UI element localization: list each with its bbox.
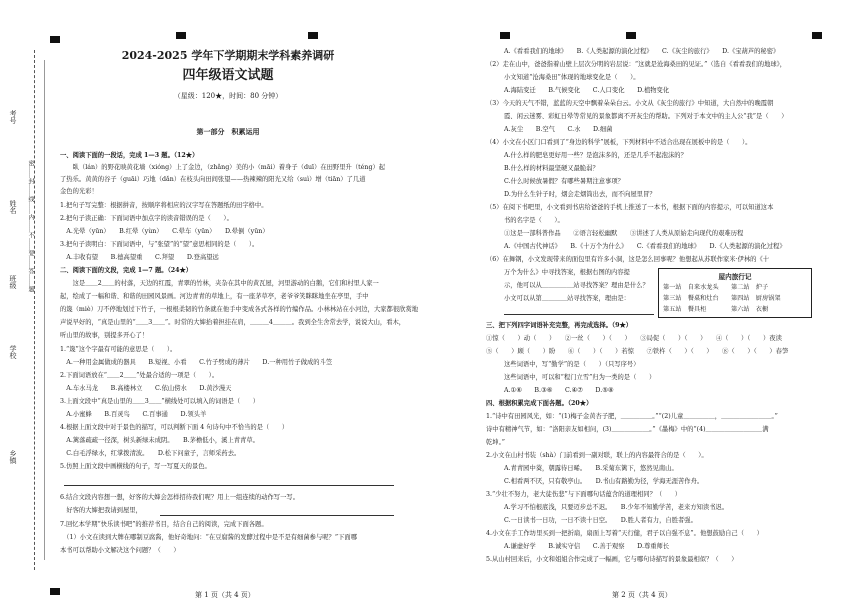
passage-line: 金色的光彩！ — [60, 188, 98, 195]
question-line: 4.根据上面文段中对于景色的描写，可以判断下面 4 句诗句中不恰当的是（ ） — [60, 424, 289, 431]
answer-prompt: 好客的大婶把我请到屋里， — [60, 507, 142, 514]
question-line: 3.把句子读明白：下面词语中，与“张望”的“望”意思相同的是（ ）。 — [60, 241, 259, 248]
travel-box-row: 第三站 餐桌和灶台 第四站 厨房锅架 — [663, 295, 781, 302]
section-heading: 一、阅读下面的一段话，完成 1—3 题。（12★） — [60, 152, 199, 159]
question-line: 7.回忆本学期“快乐读书吧”的推荐书目，结合自己的阅读，完成下面各题。 — [60, 521, 268, 528]
option-line: A.①⑥ B.③⑥ C.④⑦ D.⑤⑧ — [504, 387, 614, 394]
part-heading: 第一部分 积累运用 — [196, 127, 260, 136]
registration-mark — [812, 32, 822, 39]
question-line: 3.“少壮不努力，老大徒伤悲”与下面哪句话蕴含的道理相同？（ ） — [486, 491, 682, 498]
passage-line: 臥（lán）的野花映黄花墙（xióng）上了金边，（zhǎng）美的小（māi）着身子（duī）在田野里升（téng）起 — [60, 164, 386, 171]
answer-line[interactable] — [504, 314, 654, 315]
travel-box-row: 第一站 自来水龙头 第二站 炉子 — [663, 284, 769, 291]
option-line: A.车水马龙 B.高楼林立 C.依山傍水 D.黄沙漫天 — [60, 385, 232, 392]
travel-box — [658, 268, 812, 318]
option-line: A.丰收有望 B.德高望重 C.拜望 D.登高望远 — [60, 254, 219, 261]
subject-title: 四年级语文试题 — [182, 68, 274, 83]
question-line: 这些词语中，写“勤学”的是（ ）（只写序号） — [504, 361, 640, 368]
passage-line: 了热乐。黄黄的谷子（guāi）巧地（dǎn）在枝头向田间张望——热辣辣的阳光又给（suì）增（tiān）了几道 — [60, 176, 366, 183]
side-label-name: 姓名 — [9, 200, 17, 214]
margin-line — [44, 60, 45, 560]
registration-mark — [308, 32, 318, 39]
registration-mark — [176, 32, 186, 39]
option-line: A.一种用金属做成的器具 B.短视、小看 C.竹子劈成的薄片 D.一种用竹子做成的斗笠 — [60, 359, 333, 366]
section-heading: 四、根据积累完成下面各题。（20★） — [486, 400, 593, 407]
answer-prompt: 小文可以从第＿＿＿＿站寻找答案，理由是： — [504, 295, 630, 302]
option-line: A.海陆变迁 B.气候变化 C.人口变化 D.植物变化 — [504, 87, 670, 94]
exam-title: 2024-2025 学年下学期期末学科素养调研 — [121, 49, 335, 62]
option-line: A.篱落疏疏一径深，树头新绿未成阴。 B.茅檐低小，溪上青青草。 — [60, 437, 259, 444]
question-line: （1）小文在读到大牌在哪制豆腐酱，他好奇地问：“在豆腐酱的发酵过程中是不是有细菌参与呢？”下面哪 — [60, 534, 357, 541]
option-line: C.一日读书一日功，一日不读十日空。 D.胜人者有力，自胜者强。 — [504, 517, 697, 524]
hint-line: ①这是一部科普作品 ②语言轻松幽默 ③讲述了人类从原始走向现代的艰难历程 — [504, 230, 744, 237]
travel-box-row: 第五站 餐具柜 第六站 衣橱 — [663, 306, 769, 313]
seal-note: 密……封……线……内……不……要……答……题 — [27, 160, 34, 292]
question-line: 5.仿照上面文段中画横线的句子，写一写夏天的景色。 — [60, 463, 211, 470]
question-line: （4）小文在小区门口看到了“身边的科学”展板，下列材料中不适合出现在展板中的是（ ）。 — [486, 139, 752, 146]
answer-line[interactable] — [160, 515, 394, 516]
right-page — [430, 0, 860, 609]
registration-mark — [50, 588, 60, 595]
passage-line: 这是＿＿2＿＿的村落，天边的红霞，青翠的竹林，夹杂在其中的黄瓦屋，河里游动的白鹅，它们和村里人家一 — [60, 280, 379, 287]
question-line: 这些词语中，可以和“程门立雪”归为一类的是（ ） — [504, 374, 656, 381]
option-line: A.灰尘 B.空气 C.水 D.细菌 — [504, 126, 613, 133]
registration-mark — [626, 32, 636, 39]
passage-line: 听山里的故事，别提多开心了！ — [60, 332, 149, 339]
option-line: B.什么样的材料最坚硬又最脆弱？ — [504, 165, 599, 172]
page-footer: 第 1 页（共 4 页） — [195, 591, 255, 599]
option-line: A.什么样的肥皂更好用一些？是泡沫多的，还是几乎不起泡沫的？ — [504, 152, 687, 159]
option-line: A.《中国古代神话》 B.《十万个为什么》 C.《看看我们的地球》 D.《人类起源的演化过程》 — [504, 243, 786, 250]
section-heading: 三、把下列四字词语补充完整，再完成选择。（9★） — [486, 322, 633, 329]
section-heading: 二、阅读下面的文段，完成 1—7 题。（24★） — [60, 267, 193, 274]
question-line: 1.“诗中有田园风光，如：“(1)梅子金黄杏子肥，＿＿＿＿＿。”“(2)儿童＿＿＿＿＿，＿＿＿＿＿＿＿＿。” — [486, 413, 778, 420]
side-label-exam-id: 考号 — [9, 110, 17, 124]
passage-line: 起，绘成了一幅和谐、和谐的田园风景画。河边青青的草地上，有一座茅草亭，老爷爷笑眯眯地坐在亭里，手中 — [60, 293, 369, 300]
question-line: 乾坤。” — [486, 439, 505, 446]
question-line: 霞、闲云迷雾、彩虹日晕等常见的景象都离不开灰尘的帮助。下列对于本文中的主人公“我”是（ ） — [504, 113, 788, 120]
travel-box-title: 屋内旅行记 — [718, 273, 752, 281]
page-footer: 第 2 页（共 4 页） — [612, 591, 672, 599]
side-label-class: 班级 — [9, 275, 17, 289]
question-line: 3.上面文段中“真是山里的＿＿3＿＿”横线处可以填入的词语是（ ） — [60, 398, 260, 405]
question-line: 小文知道“沧海桑田”体现的地球变化是（ ）。 — [504, 74, 640, 81]
option-line: C.白毛浮绿水，红掌拨清波。 D.松下问童子，言师采药去。 — [60, 450, 241, 457]
question-line: 6.结合文段内容想一想，好客的大婶会怎样招待我们呢？用上一组连续的动作写一写。 — [60, 494, 299, 501]
side-label-town: 乡镇 — [9, 450, 17, 464]
question-line: 示，他可以从＿＿＿＿＿站寻找答案？理由是什么？ — [504, 282, 649, 289]
question-line: 1.把句子写完整：根据拼音，按顺序将相应的汉字写在答题纸的田字格中。 — [60, 202, 268, 209]
question-line: （6）在舞钢，小文发现带来的面包里有许多小洞，这是怎么回事呢？他想起从苏联作家米·伊林的《十 — [486, 256, 770, 263]
passage-line: 声说早好的，“真是山里的“＿＿3＿＿”。时常的大婶抬着担挂在肩，＿＿＿4＿＿＿。我到全生舍常去学，说说大山，看木， — [60, 319, 406, 326]
question-line: 本书可以帮助小文解决这个问题？（ ） — [60, 547, 180, 554]
question-line: 2.把句子读正确：下面词语中加点字的读音错误的是（ ）。 — [60, 215, 233, 222]
registration-mark — [50, 36, 60, 43]
answer-line[interactable] — [64, 485, 394, 486]
question-line: 4.小文在手工作坊里买到一把折扇，扇面上写着“天行健，君子以自强不息”。他想鼓励自己（ ） — [486, 530, 763, 537]
question-line: 书的名字是（ ）。 — [504, 217, 564, 224]
option-line: A.青青园中葵，朝露待日晞。 B.采菊东篱下，悠然见南山。 — [504, 465, 678, 472]
option-line: A.学习不怕根底浅，只要迈步总不迟。 B.少年不知勤学苦，老来方知读书迟。 — [504, 504, 729, 511]
idiom-line: ⑤（ ）顾（ ）盼 ⑥（ ）（ ）若惊 ⑦铁杵（ ）（ ） ⑧（ ）（ ）春笋 — [486, 348, 789, 355]
question-line: 5.从山村回来后，小文和姐姐合作完成了一幅画，它与哪句诗描写的景象最相似？（ ） — [486, 556, 738, 563]
question-line: 1.“篾”这个字最有可能的意思是（ ）。 — [60, 346, 177, 353]
idiom-line: ①惊（ ）动（ ） ②一丝（ ）（ ） ③局促（ ）（ ） ④（ ）（ ）夜读 — [486, 335, 782, 342]
question-line: 2.小文在山村书装（shà）门前看到一副对联，联上的内容最符合的是（ ）。 — [486, 452, 708, 459]
option-line: A.小蜜蜂 B.百灵鸟 C.百事通 D.领头羊 — [60, 411, 207, 418]
question-line: 万个为什么》中寻找答案，根据右图的内容提 — [504, 269, 630, 276]
question-line: 诗中有精神气节，如：“洛阳亲友如相问，(3)＿＿＿＿＿＿。”《墨梅》中的“(4)＿＿＿＿＿＿＿＿＿满 — [486, 426, 769, 433]
question-line: （2）走在山中，爸爸指着山壁上层次分明的岩层说：“这就是沧海桑田的见证。”（选自《看看我们的地球》， — [486, 61, 787, 68]
option-line: A.《看看我们的地球》 B.《人类起源的演化过程》 C.《灰尘的旅行》 D.《宝葫芦的秘密》 — [504, 48, 780, 55]
seal-line — [34, 50, 35, 570]
passage-line: 的篾（miè）刀不停地划过下竹子，一根根柔韧的竹条就在他手中变成各式各样的竹编作品。小林林站在小河边，大家都很欣赏地 — [60, 306, 419, 313]
option-line: C.相看两不厌，只有敬亭山。 D.书山有路勤为径，学海无涯苦作舟。 — [504, 478, 704, 485]
question-line: （5）在阅下书吧里，小文看到书店给爸爸的手机上推送了一本书，根据下面的内容提示，可以知道这本 — [486, 204, 774, 211]
question-line: （3）今天的天气不错，蓝蓝的天空中飘着朵朵白云。小文从《灰尘的旅行》中知道，大自然中的晚霞朝 — [486, 100, 774, 107]
option-line: A.谦虚好学 B.诚实守信 C.善于观察 D.尊重师长 — [504, 543, 670, 550]
registration-mark — [500, 32, 510, 39]
option-line: C.什么时候放暑假？有哪些暑期注意事项？ — [504, 178, 624, 185]
option-line: D.为什么生针子时，烟会走烟筒出去，而不向屋里冒？ — [504, 191, 656, 198]
question-line: 2.下面词语放在“＿＿2＿＿”处最合适的一项是（ ）。 — [60, 372, 219, 379]
side-label-school: 学校 — [9, 345, 17, 359]
option-line: A.光晕（yūn） B.红晕（yùn） C.晕车（yūn） D.晕倒（yūn） — [60, 228, 269, 235]
exam-meta: （星级：120★，时间：80 分钟） — [173, 92, 283, 100]
